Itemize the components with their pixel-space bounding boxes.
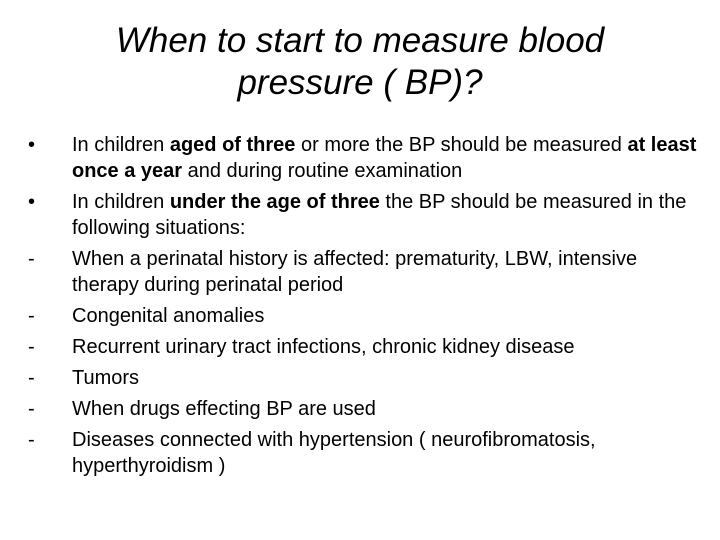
item-text: When a perinatal history is affected: prematurity, LBW, intensive therapy during perinatal period — [72, 248, 638, 296]
item-text: In children — [72, 191, 170, 213]
item-emphasis: at least once a year — [72, 134, 697, 182]
dash-marker: - — [28, 429, 35, 451]
item-text: In children — [72, 134, 170, 156]
list-item-aged-three — [28, 132, 708, 184]
slide-title — [40, 20, 680, 104]
dash-marker: - — [28, 248, 35, 270]
list-item-hypertension-diseases — [28, 427, 708, 479]
list-item-urinary — [28, 334, 708, 360]
content-list — [28, 132, 708, 484]
item-text: Tumors — [72, 367, 140, 389]
list-item-perinatal — [28, 246, 708, 298]
dash-marker: - — [28, 305, 35, 327]
item-text: When drugs effecting BP are used — [72, 398, 376, 420]
slide-title-line-2: pressure ( BP)? — [237, 63, 483, 102]
bullet-marker: • — [28, 191, 36, 213]
item-text: the BP should be measured in the following situations: — [72, 191, 687, 239]
list-item-congenital — [28, 303, 708, 329]
dash-marker: - — [28, 367, 35, 389]
dash-marker: - — [28, 398, 35, 420]
item-text: and during routine examination — [182, 160, 463, 182]
item-emphasis: aged of three — [169, 134, 296, 156]
list-item-tumors — [28, 365, 708, 391]
item-text: Diseases connected with hypertension ( neurofibromatosis, hyperthyroidism ) — [72, 429, 596, 477]
item-emphasis: under the age of three — [169, 191, 380, 213]
slide-title-line-1: When to start to measure blood — [115, 21, 605, 60]
dash-marker: - — [28, 336, 35, 358]
list-item-drugs — [28, 396, 708, 422]
item-text: or more the BP should be measured — [295, 134, 628, 156]
item-text: Recurrent urinary tract infections, chronic kidney disease — [72, 336, 575, 358]
item-text: Congenital anomalies — [72, 305, 265, 327]
list-item-under-three — [28, 189, 708, 241]
bullet-marker: • — [28, 134, 36, 156]
